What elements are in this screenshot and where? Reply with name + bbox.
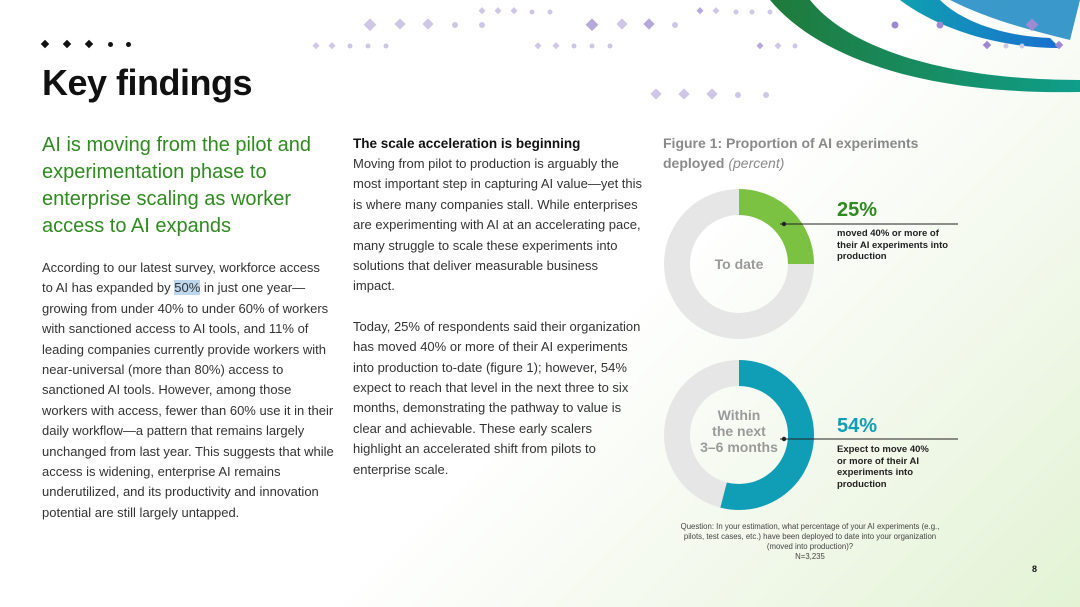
body-column-1 xyxy=(42,258,334,523)
page-title: Key findings xyxy=(42,62,253,103)
lead-statement: AI is moving from the pilot and experimentation phase to enterprise scaling as worker access to AI expands xyxy=(42,134,312,237)
donut1-center-label: To date xyxy=(714,256,764,272)
decorative-dots xyxy=(300,0,1080,110)
annotation-54: Expect to move 40% or more of their AI experiments into production xyxy=(837,444,929,490)
title-ornament xyxy=(42,40,142,50)
highlighted-text[interactable]: 50% xyxy=(174,280,201,296)
paragraph-2: Today, 25% of respondents said their organization has moved 40% or more of their AI experiments into production to-date (figure 1); however, 54% expect to reach that level in the next three to six months, demonstrating the pathway to value is clear and achievable. These early scalers highlight an accelerated shift from pilots to enterprise scale. xyxy=(353,318,641,477)
donut2-label-line-3: 3–6 months xyxy=(700,439,778,455)
section-heading: The scale acceleration is beginning xyxy=(353,136,581,151)
col1-text-before: According to our latest survey, workforce access to AI has expanded by xyxy=(42,260,320,296)
donut2-label-line-1: Within xyxy=(717,407,761,423)
sample-size: N=3,235 xyxy=(795,552,825,561)
body-column-2 xyxy=(353,134,643,500)
figure-subtitle: (percent) xyxy=(728,155,785,171)
survey-question xyxy=(680,522,940,562)
figure-title-text: Figure 1: Proportion of AI experiments deployed xyxy=(663,135,919,171)
value-label-25: 25% xyxy=(837,199,878,221)
value-label-54: 54% xyxy=(837,415,878,437)
figure-title xyxy=(663,133,953,173)
paragraph-1: Moving from pilot to production is arguably the most important step in capturing AI value—yet this is where many companies stall. While enterprises are experimenting with AI at an accelerating pace, many struggle to scale these experiments into solutions that deliver measurable business impact. xyxy=(353,156,643,294)
question-text: Question: In your estimation, what percentage of your AI experiments (e.g., pilots, test cases, etc.) have been deployed to date into your organization (moved into production)? xyxy=(680,522,940,551)
annotation-25: moved 40% or more of their AI experiments into production xyxy=(837,228,949,262)
col1-text-after: in just one year—growing from under 40% to under 60% of workers with sanctioned access to AI tools, and 11% of leading companies currently provide workers with near-universal (more than 80%) access to sanctioned AI tools. However, among those workers with access, fewer than 60% use it in their daily workflow—a pattern that remains largely unchanged from last year. This suggests that while access is widening, enterprise AI remains underutilized, and its productivity and innovation potential are still largely untapped. xyxy=(42,280,334,520)
page-number: 8 xyxy=(1032,564,1038,574)
donut2-label-line-2: the next xyxy=(712,423,766,439)
